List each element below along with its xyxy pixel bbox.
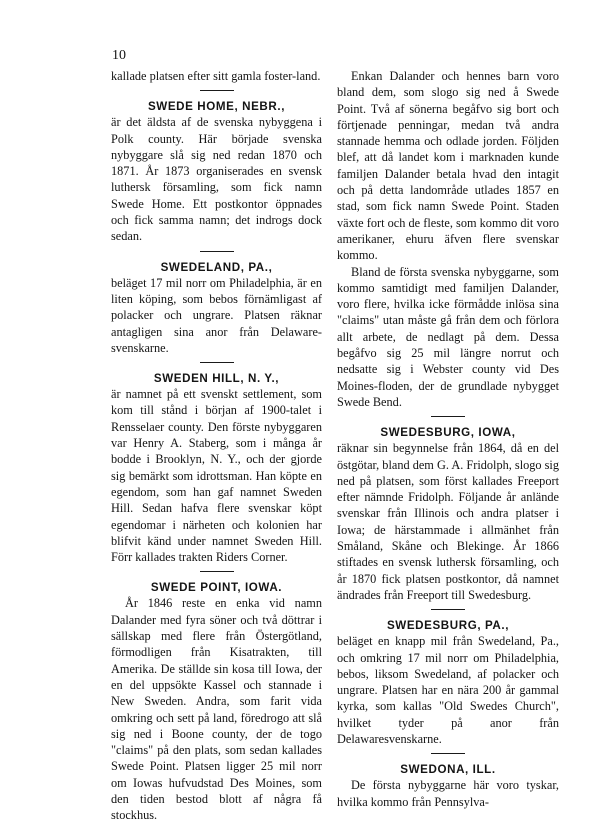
paragraph-continuation-2: Bland de första svenska nybyggarne, som kommo samtidigt med familjen Dalander, voro flere, hvilka icke förmådde inlösa sina "claims" utan måste gå från dem och förlora allt arbete, de nedlagt på dem. Dessa begåfvo sig 25 mil längre norrut och nedsatte sig i Webster county vid Des Moines-floden, der de grundlade nybygget Swede Bend. [337, 264, 559, 409]
section-divider [200, 571, 234, 572]
paragraph-swedona: De första nybyggarne här voro tyskar, hvilka kommo från Pennsylva- [337, 778, 559, 809]
left-column [111, 68, 322, 824]
section-heading-sweden-hill: SWEDEN HILL, N. Y., [153, 372, 280, 386]
section-divider [431, 416, 465, 417]
paragraph-continuation-1: Enkan Dalander och hennes barn voro bland dem, som slogo sig ned å Swede Point. Två af sönerna begåfvo sig bort och förtjenade penningar, medan två andra stannade hemma och odlade jorden. Följden blef, att då landet kom i marknaden kunde familjen Dalander betala hvad den intagit och på detta landområde utlades 1857 en stad, som fick namn Swede Point. Staden växte fort och de fleste, som kommo dit voro amerikaner, ehuru äfven flere svenskar kommo. [337, 69, 559, 263]
paragraph-sweden-hill: är namnet på ett svenskt settlement, som kom till stånd i början af 1900-talet i Rensselaer county. Den förste nybyggaren var Henry A. Staberg, som i många år bodde i Brooklyn, N. Y., och der gjorde sig bemärkt som idrottsman. Han köpte en egendom, som han gaf namnet Sweden Hill. Sedan hafva flere svenskar köpt egendomar i närheten och kolonien har blifvit känd under namnet Sweden Hill. Förr kallades trakten Riders Corner. [111, 387, 322, 565]
section-heading-swedesburg-pa: SWEDESBURG, PA., [386, 619, 510, 633]
section-divider [431, 609, 465, 610]
section-heading-swedeland: SWEDELAND, PA., [160, 260, 273, 274]
page-number: 10 [112, 48, 126, 63]
paragraph-swedesburg-pa: beläget en knapp mil från Swedeland, Pa., och omkring 17 mil norr om Philadelphia, bebos, liksom Swedeland, af polacker och ungrare. Platsen har en nära 200 år gammal kyrka, som kallas "Old Swedes Church", hvilket tyder på anor från Delawaresvenskarne. [337, 634, 559, 746]
section-divider [431, 753, 465, 754]
section-divider [200, 90, 234, 91]
right-column [337, 68, 559, 810]
section-heading-swede-home: SWEDE HOME, NEBR., [147, 100, 286, 114]
paragraph-swede-point: År 1846 reste en enka vid namn Dalander med fyra söner och två döttrar i sällskap med flere från Östergötland, förmodligen från Kisatrakten, till Amerika. De ställde sin kosa till Iowa, der en del uppsökte Kassel och stannade i New Sweden. Andra, som farit vida omkring och sett på land, föredrogo att slå sig ned i Boone county, der de togo "claims" på den plats, som sedan kallades Swede Point. Platsen ligger 25 mil norr om Iowas hufvudstad Des Moines, som den tiden bestod blott af några få stockhus. [111, 596, 322, 823]
section-divider [200, 362, 234, 363]
paragraph-swede-home: är det äldsta af de svenska nybyggena i Polk county. Här började svenska nybyggare slå sig ned redan 1870 och 1871. År 1873 organiserades en svensk luthersk församling, som fick namn Swede Home. Ett postkontor öppnades och fick samma namn; det indrogs dock sedan. [111, 115, 322, 244]
section-heading-swedona: SWEDONA, ILL. [400, 763, 496, 777]
section-heading-swedesburg-iowa: SWEDESBURG, IOWA, [380, 426, 516, 440]
section-heading-swede-point: SWEDE POINT, IOWA. [150, 581, 283, 595]
intro-paragraph: kallade platsen efter sitt gamla foster-land. [111, 69, 321, 83]
paragraph-swedeland: beläget 17 mil norr om Philadelphia, är en liten köping, som bebos förnämligast af polacker och ungrare. Platsen räknar antagligen sina anor från Delaware-svenskarne. [111, 275, 322, 355]
paragraph-swedesburg-iowa: räknar sin begynnelse från 1864, då en del östgötar, bland dem G. A. Fridolph, slogo sig ned på platsen, som först kallades Freeport efter nämnde Fridolph. Följande år anlände svenskar från Illinois och andra platser i Iowa; de härstammade i allmänhet från Småland, Skåne och Blekinge. År 1866 stiftades en svensk luthersk församling, och år 1870 fick platsen postkontor, då namnet ändrades från Freeport till Swedesburg. [337, 441, 559, 602]
section-divider [200, 251, 234, 252]
